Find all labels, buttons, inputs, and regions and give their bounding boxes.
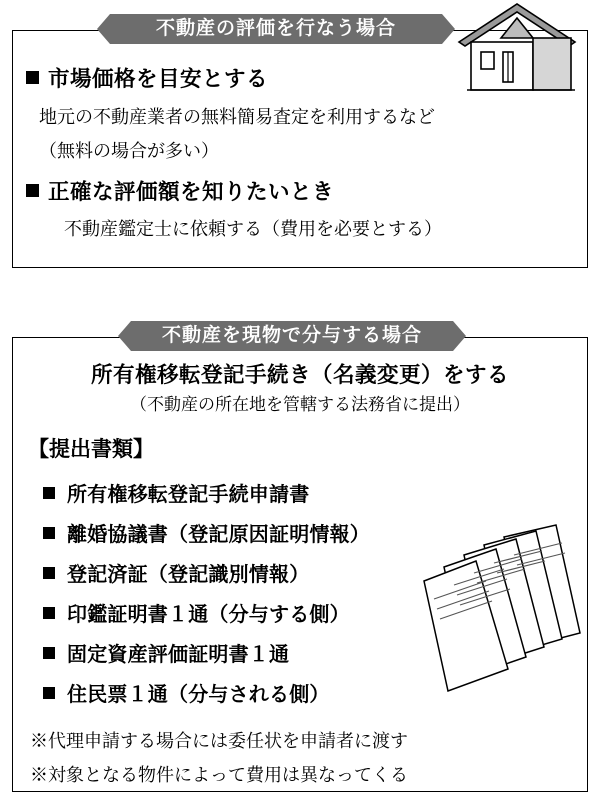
document-label: 所有権移転登記手続申請書 — [67, 484, 310, 506]
bullet-square-icon — [43, 687, 55, 699]
list-item — [43, 478, 309, 507]
valuation-item-1-heading-text: 市場価格を目安とする — [48, 67, 269, 91]
valuation-item-2-heading — [26, 175, 334, 206]
bullet-square-icon — [43, 567, 55, 579]
transfer-banner-title: 不動産を現物で分与する場合 — [131, 321, 453, 351]
list-item — [43, 598, 350, 627]
transfer-subtitle: （不動産の所在地を管轄する法務省に提出） — [130, 395, 470, 414]
list-item — [43, 638, 289, 667]
transfer-title: 所有権移転登記手続き（名義変更）をする — [90, 363, 509, 387]
document-label: 住民票１通（分与される側） — [67, 684, 330, 706]
valuation-item-1-line-1: 地元の不動産業者の無料簡易査定を利用するなど — [39, 107, 435, 127]
bullet-square-icon — [43, 527, 55, 539]
valuation-item-2-line-1: 不動産鑑定士に依頼する（費用を必要とする） — [64, 219, 442, 239]
document-label: 離婚協議書（登記原因証明情報） — [67, 524, 370, 546]
document-label: 固定資産評価証明書１通 — [67, 644, 290, 666]
bullet-square-icon — [26, 71, 39, 84]
bullet-square-icon — [43, 487, 55, 499]
valuation-item-2-heading-text: 正確な評価額を知りたいとき — [48, 180, 335, 204]
document-stack-icon — [408, 515, 598, 715]
valuation-banner-title: 不動産の評価を行なう場合 — [110, 14, 442, 44]
transfer-note-1: ※代理申請する場合には委任状を申請者に渡す — [30, 731, 408, 751]
transfer-note-2: ※対象となる物件によって費用は異なってくる — [30, 765, 408, 785]
bullet-square-icon — [26, 184, 39, 197]
document-label: 登記済証（登記識別情報） — [67, 564, 310, 586]
bullet-square-icon — [43, 607, 55, 619]
bullet-square-icon — [43, 647, 55, 659]
house-icon — [443, 2, 591, 92]
list-item — [43, 678, 330, 707]
valuation-item-1-line-2: （無料の場合が多い） — [39, 141, 219, 161]
list-item — [43, 518, 370, 547]
valuation-item-1-heading — [26, 62, 268, 93]
list-item — [43, 558, 309, 587]
documents-heading: 【提出書類】 — [28, 438, 154, 461]
document-label: 印鑑証明書１通（分与する側） — [67, 604, 350, 626]
